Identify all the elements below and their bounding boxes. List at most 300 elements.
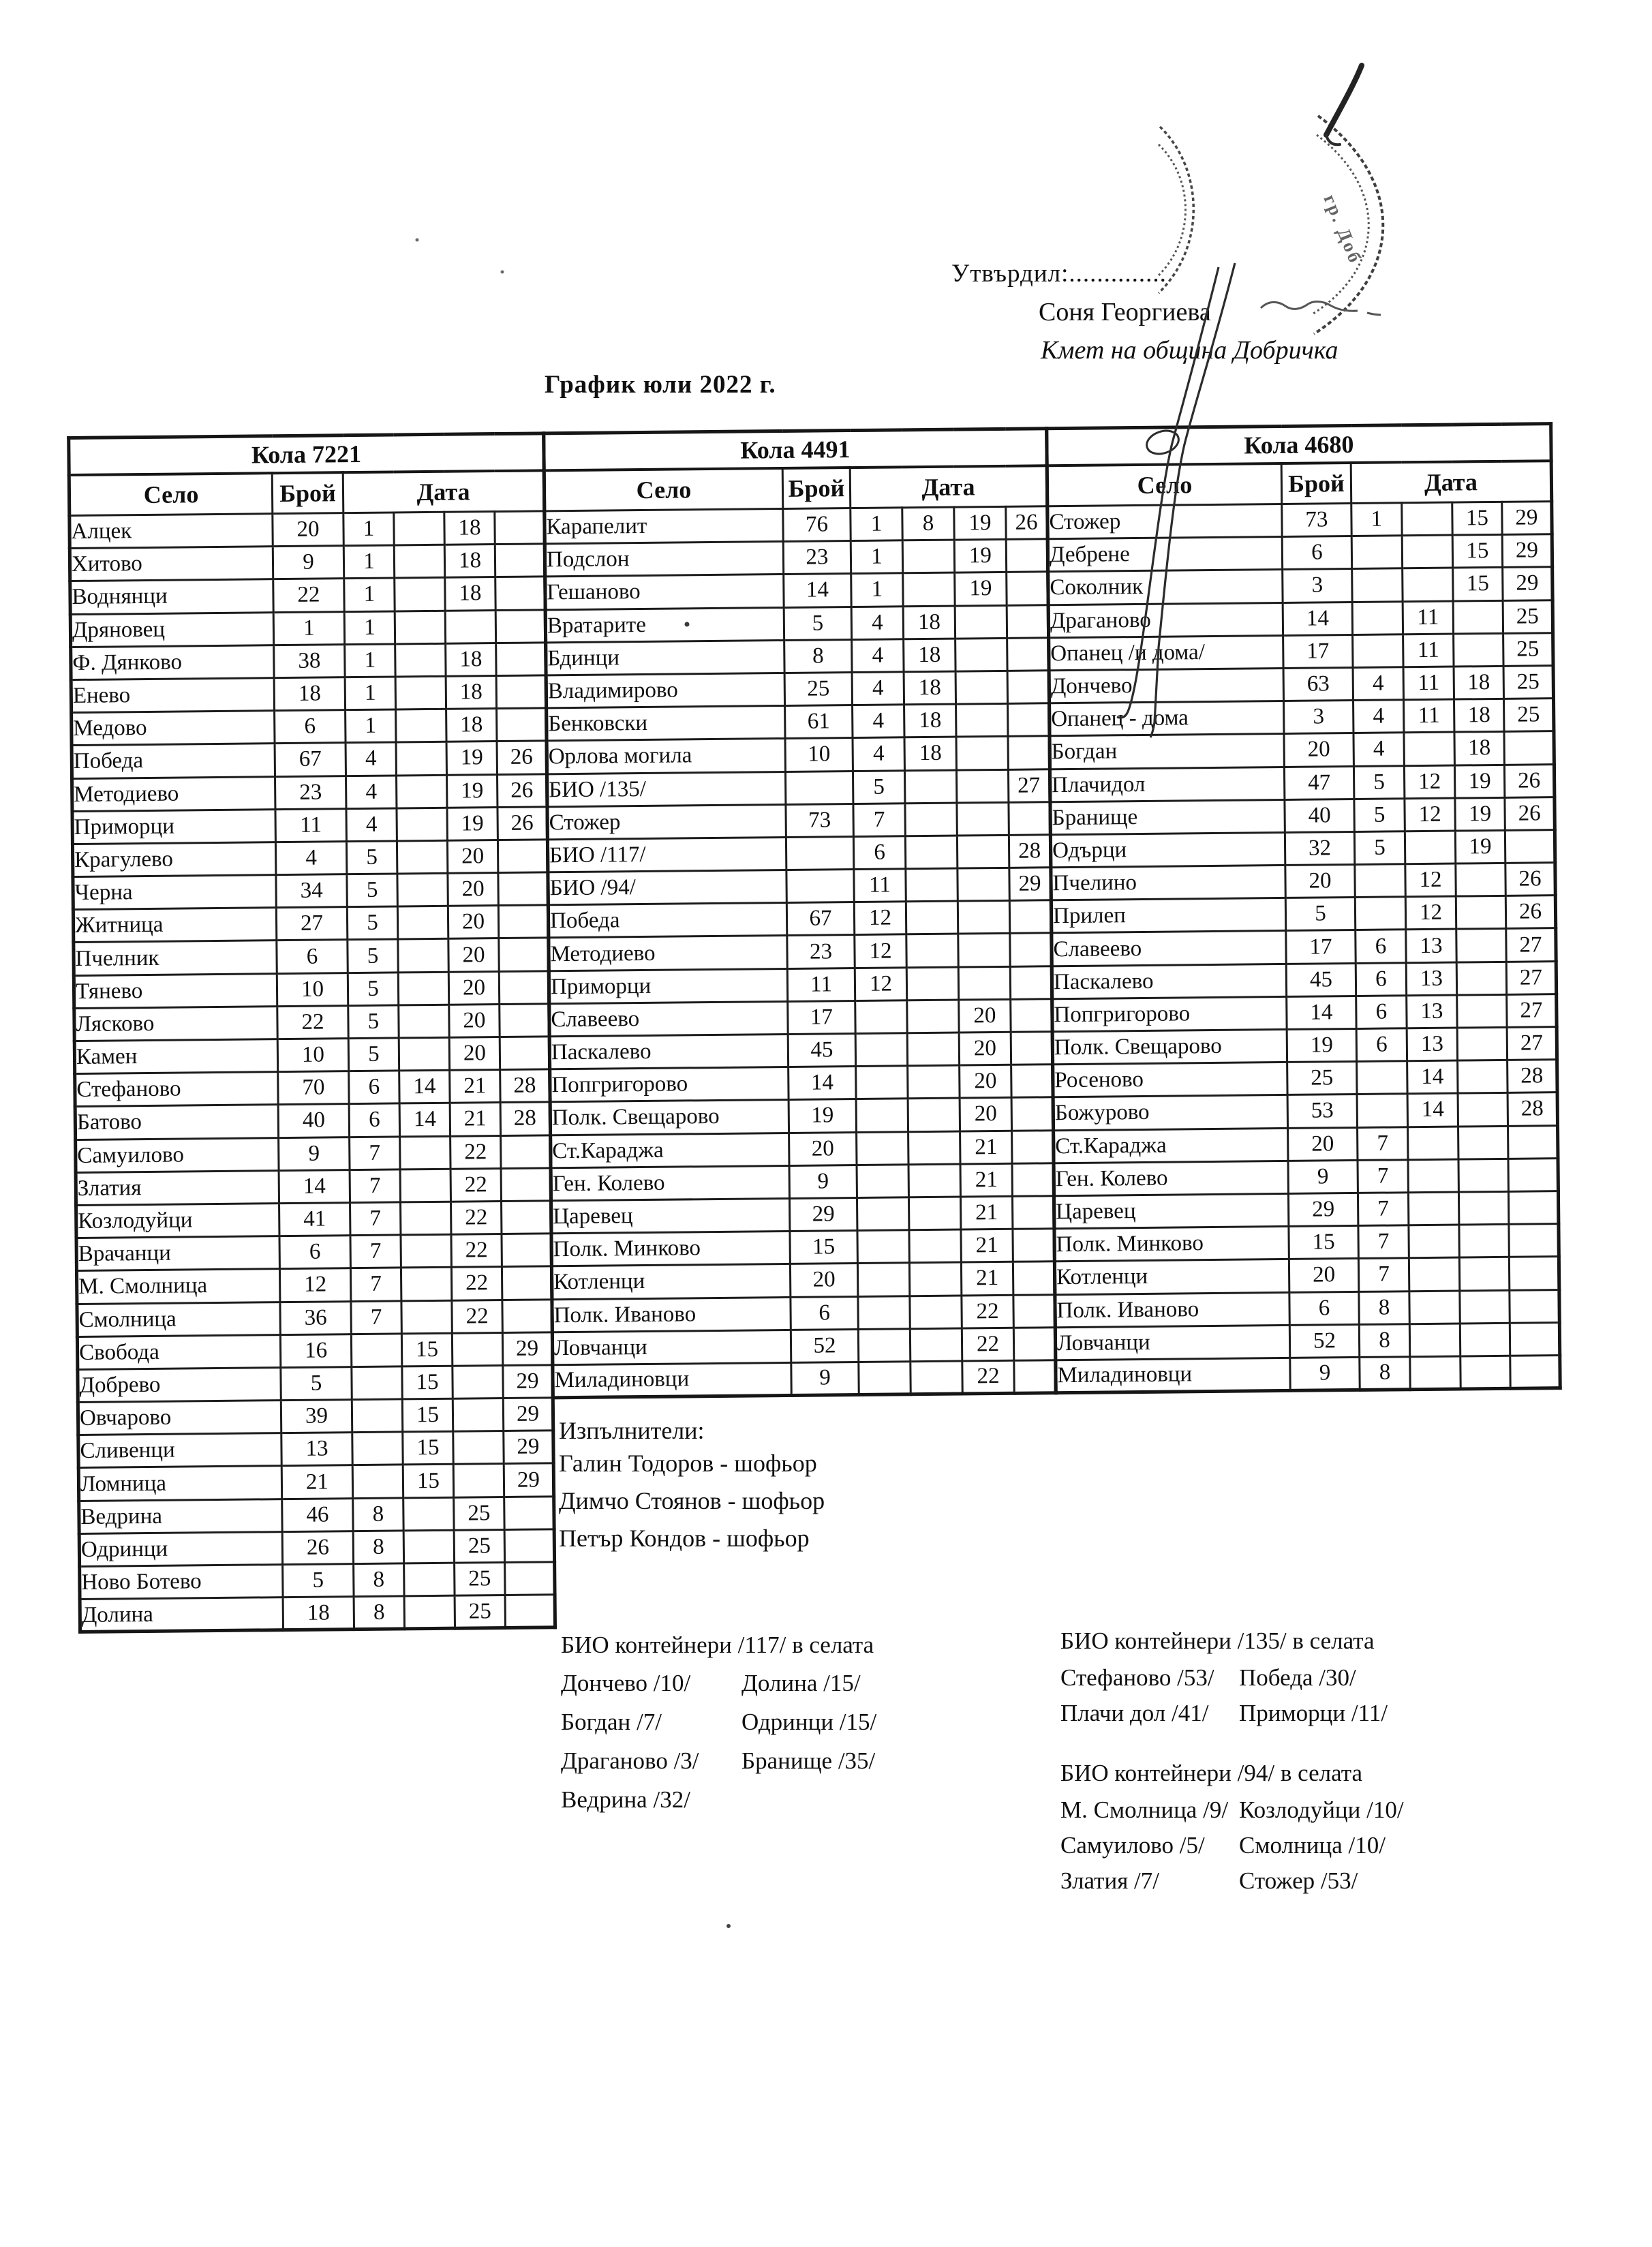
count-cell: 9 [789,1165,857,1198]
date-cell: 29 [503,1398,553,1431]
date-cell: 22 [452,1300,502,1333]
date-cell: 22 [451,1267,502,1300]
village-cell: Методиево [72,776,275,811]
count-cell: 46 [282,1498,353,1531]
schedule-tables [67,422,1563,1629]
executor-item: Галин Тодоров - шофьор [559,1450,817,1477]
date-cell: 26 [1006,506,1047,540]
date-cell: 22 [962,1295,1013,1328]
village-cell: Хитово [70,547,273,581]
village-cell: Божурово [1053,1095,1287,1130]
date-cell [855,1000,907,1034]
date-cell: 15 [1452,502,1502,535]
village-cell: Котленци [551,1264,790,1300]
date-cell [496,675,546,709]
date-cell [504,1496,554,1529]
table-row [72,774,547,811]
date-cell [445,610,495,643]
count-cell: 15 [790,1231,857,1264]
date-cell: 1 [343,545,394,579]
village-cell: БИО /135/ [547,771,785,807]
village-cell: Паскалево [549,1034,788,1069]
date-cell: 20 [448,971,499,1005]
date-cell [957,835,1009,868]
table-row [1051,863,1555,900]
date-cell: 15 [403,1465,453,1498]
village-cell: Козлодуйци [76,1204,279,1238]
date-cell: 4 [346,775,397,808]
village-cell: Ломница [78,1466,281,1501]
executors-heading: Изпълнители: [559,1417,705,1444]
count-cell: 6 [791,1296,858,1330]
date-cell [856,1099,908,1132]
date-cell: 11 [1403,634,1454,667]
count-cell: 67 [786,902,854,936]
count-col-header: Брой [272,472,343,513]
table-row [77,1299,552,1336]
date-cell [956,737,1008,770]
date-cell: 19 [446,742,497,775]
bio-left-column [1060,1797,1239,1903]
date-cell: 6 [349,1103,399,1137]
date-cell: 1 [851,573,903,607]
village-cell: Долина [80,1598,283,1632]
date-cell [955,671,1007,704]
schedule-table-car-7221 [67,431,557,1634]
table-row [74,1037,549,1074]
table-row [550,1065,1053,1102]
date-cell: 7 [1358,1127,1408,1160]
date-cell: 11 [854,869,906,902]
table-row [76,1266,551,1304]
date-cell: 4 [346,742,396,776]
date-cell [857,1131,908,1165]
date-cell: 27 [1507,994,1557,1027]
village-cell: Плачидол [1050,767,1284,801]
date-cell [908,1098,960,1131]
date-cell: 5 [348,1005,399,1039]
village-cell: Медово [72,711,275,746]
village-cell: Ловчанци [552,1330,791,1365]
village-cell: Сливенци [78,1433,281,1468]
date-cell: 15 [1453,568,1503,601]
date-cell [907,1033,959,1066]
date-cell [1460,1290,1510,1324]
table-row [552,1294,1055,1332]
date-cell: 20 [447,840,498,873]
date-cell: 4 [851,606,903,639]
date-cell [1405,831,1455,864]
date-cell [1007,671,1049,704]
table-row [545,506,1047,544]
date-cell: 1 [345,677,395,710]
count-cell: 19 [1287,1028,1356,1062]
date-cell: 7 [350,1170,400,1203]
table-row [1049,666,1553,703]
date-cell [1409,1225,1459,1258]
date-cell: 18 [904,737,956,770]
bio-item: Козлодуйци /10/ [1239,1797,1404,1823]
table-row [1051,896,1555,933]
village-cell: Прилеп [1051,898,1285,933]
count-cell: 1 [273,611,344,645]
bio-left-column [1060,1664,1239,1735]
date-cell: 4 [1353,700,1404,733]
count-cell: 10 [277,973,348,1006]
stamp-arc-right-outer [1314,116,1383,334]
date-cell: 7 [1358,1225,1409,1259]
count-cell [785,771,853,804]
village-cell: Победа [72,744,275,778]
date-cell [1013,1262,1054,1295]
date-cell: 6 [1356,962,1406,996]
date-cell [906,967,958,1000]
date-cell: 19 [954,540,1006,573]
village-cell: Пчелино [1051,866,1285,900]
date-cell: 8 [354,1563,404,1597]
count-cell: 22 [273,579,344,612]
date-cell: 19 [1454,765,1504,798]
date-cell [909,1262,961,1296]
count-cell: 11 [787,968,855,1001]
village-cell: БИО /117/ [547,837,786,872]
date-cell [1409,1257,1459,1291]
count-cell: 20 [1289,1259,1358,1292]
date-cell: 19 [954,506,1006,540]
date-cell: 15 [1452,535,1502,568]
date-cell: 26 [497,741,547,774]
table-row [1052,961,1556,998]
table-row [1054,1257,1559,1294]
bio-item: Стефаново /53/ [1060,1664,1214,1691]
table-row [1047,502,1552,539]
count-cell: 17 [1283,635,1353,668]
table-row [76,1135,551,1172]
table-row [549,999,1052,1037]
village-cell: Пчелник [74,941,277,975]
column-header-row [544,465,1047,511]
count-cell: 14 [1287,996,1356,1029]
village-cell: Опанец - дома [1050,701,1284,736]
village-cell: Одърци [1050,832,1285,867]
date-cell: 20 [959,1032,1011,1065]
table-row [72,741,547,778]
date-cell [1006,539,1047,572]
count-cell: 6 [1289,1291,1359,1325]
date-cell [505,1562,555,1595]
date-cell: 7 [1358,1159,1408,1193]
bio-heading: БИО контейнери /117/ в селата [561,1632,874,1658]
table-row [71,675,546,713]
date-cell: 28 [1508,1060,1557,1093]
date-cell: 12 [1405,798,1455,831]
date-cell: 19 [1455,797,1505,831]
date-cell [1404,732,1454,765]
count-cell: 8 [784,639,852,673]
date-cell [400,1169,450,1202]
table-row [70,511,545,549]
count-cell: 20 [1288,1127,1358,1161]
date-cell [855,1033,907,1067]
table-row [548,868,1051,905]
date-cell: 21 [450,1070,500,1103]
village-cell: Паскалево [1052,964,1286,998]
village-cell: Методиево [549,936,787,971]
date-cell [351,1334,401,1367]
date-cell: 15 [401,1333,452,1366]
date-cell [1457,994,1507,1028]
village-cell: Черна [73,875,276,910]
table-row [78,1365,553,1403]
date-cell [397,808,447,841]
bio-item: Драганово /3/ [561,1747,699,1774]
village-cell: Тянево [74,973,277,1008]
date-cell [1408,1159,1458,1193]
date-cell: 25 [1503,600,1552,633]
date-cell [1357,1061,1407,1095]
count-cell: 45 [788,1034,855,1067]
village-cell: Ген. Колево [551,1165,789,1201]
bio-item: Смолница /10/ [1239,1832,1386,1859]
village-cell: Свобода [77,1334,280,1369]
bio-item: М. Смолница /9/ [1060,1797,1229,1823]
table-row [1050,731,1554,769]
date-cell [1010,933,1052,966]
date-cell [453,1398,503,1432]
village-cell: Славеево [1052,931,1286,966]
village-cell: Богдан [1050,734,1284,769]
date-col-header: Дата [343,470,545,513]
date-cell [498,872,548,906]
table-row [1055,1289,1559,1327]
village-cell: БИО /94/ [548,870,786,906]
table-row [73,872,548,910]
count-cell: 53 [1287,1095,1357,1128]
date-cell: 22 [450,1135,501,1169]
date-cell [399,1005,449,1038]
date-cell: 20 [448,873,498,906]
bio-item: Долина /15/ [741,1670,861,1696]
date-cell [1408,1192,1458,1225]
date-cell [495,609,545,643]
date-cell [905,836,957,869]
date-cell: 5 [853,770,904,804]
count-cell: 52 [1289,1324,1359,1358]
count-cell: 3 [1284,701,1353,734]
date-cell [495,544,545,577]
date-cell [1505,830,1555,863]
count-cell: 6 [275,710,346,744]
date-cell: 5 [1354,831,1405,865]
count-cell: 9 [1288,1160,1358,1193]
village-cell: Камен [74,1039,277,1074]
date-cell: 18 [446,643,496,676]
table-row [77,1332,552,1369]
table-row [547,769,1050,806]
count-cell: 5 [283,1564,354,1598]
date-cell [910,1296,962,1329]
count-col-header: Брой [1281,463,1351,504]
date-cell [1459,1257,1509,1291]
date-cell [1453,600,1503,634]
date-cell [404,1563,455,1596]
count-cell: 40 [278,1104,349,1137]
date-cell: 18 [1454,732,1504,765]
village-col-header: Село [1047,463,1282,506]
date-cell: 28 [500,1069,550,1103]
count-cell: 14 [784,574,851,607]
village-cell: Подслон [545,542,783,577]
date-cell: 12 [855,967,906,1000]
date-cell: 21 [960,1131,1012,1164]
date-cell [906,934,958,968]
table-row [1056,1355,1560,1392]
date-cell: 1 [344,611,395,645]
date-cell: 29 [504,1463,553,1497]
count-cell: 52 [791,1329,858,1362]
count-cell: 9 [279,1137,350,1170]
count-cell: 17 [1286,930,1356,964]
date-cell [398,972,448,1005]
table-row [1053,1060,1557,1097]
count-cell: 40 [1285,799,1354,832]
date-cell [910,1328,962,1362]
village-cell: Гешаново [545,575,784,610]
date-cell [452,1332,502,1366]
date-cell [401,1234,451,1268]
table-row [1050,797,1555,834]
village-cell: Ведрина [79,1499,282,1533]
column-header-row [69,470,545,515]
count-cell: 26 [282,1531,353,1564]
date-cell [352,1399,402,1433]
count-cell: 73 [786,804,853,837]
date-cell [1009,900,1051,934]
date-cell [352,1432,403,1465]
date-cell: 20 [449,1037,500,1071]
date-cell: 22 [962,1360,1014,1394]
date-cell: 6 [1356,996,1407,1029]
date-cell [856,1066,908,1099]
count-cell: 29 [789,1197,857,1231]
date-cell [907,1000,959,1033]
village-cell: Росеново [1053,1063,1287,1097]
table-row [551,1163,1054,1200]
count-cell: 11 [275,808,346,842]
bio-item: Ведрина /32/ [561,1786,690,1813]
date-cell: 21 [961,1262,1013,1296]
date-cell: 18 [904,639,955,672]
count-cell: 70 [278,1071,349,1105]
village-cell: Миладиновци [1056,1358,1290,1392]
date-cell [1351,536,1402,569]
table-row [72,708,547,746]
count-cell: 10 [277,1039,348,1072]
village-cell: Самуилово [76,1137,279,1172]
count-cell: 61 [785,705,853,739]
stamp-arc-right-inner [1311,135,1368,315]
table-row [549,1032,1052,1069]
executor-item: Петър Кондов - шофьор [559,1525,810,1552]
date-cell: 22 [451,1234,502,1268]
date-cell [1012,1130,1054,1163]
date-cell: 6 [853,836,905,870]
executor-item: Димчо Стоянов - шофьор [559,1487,825,1514]
date-cell: 20 [960,1098,1011,1131]
date-cell: 14 [399,1103,450,1137]
date-cell: 22 [962,1328,1013,1361]
date-cell: 6 [1356,1028,1407,1062]
village-cell: Овчарово [78,1401,281,1435]
table-row [550,1097,1053,1135]
date-cell [1402,535,1452,568]
count-cell: 29 [1288,1193,1358,1226]
table-row [548,900,1051,938]
date-cell [403,1530,454,1563]
date-cell [906,901,958,934]
table-row [1055,1322,1559,1360]
date-cell: 5 [348,973,398,1006]
date-cell: 20 [449,1004,500,1037]
date-cell [955,605,1007,639]
date-cell [495,577,545,610]
date-cell [857,1197,908,1231]
village-cell: Ф. Дянково [71,645,274,679]
car-label: Кола 7221 [69,433,545,475]
date-cell [1409,1324,1460,1357]
date-cell: 26 [1505,797,1555,830]
table-row [547,736,1050,774]
date-cell [1014,1360,1056,1394]
date-cell [453,1464,504,1497]
date-cell: 5 [347,906,397,940]
village-cell: Добрево [78,1368,281,1403]
date-cell [496,643,546,676]
scan-speck [416,239,419,242]
count-cell: 20 [273,513,343,547]
signature-flourish [1261,302,1381,315]
date-cell [501,1168,551,1202]
village-cell: Попгригорово [550,1067,789,1103]
count-cell: 20 [790,1264,857,1297]
date-cell [1456,863,1505,896]
date-cell [504,1529,554,1563]
count-cell: 20 [789,1132,857,1165]
date-cell [1353,635,1403,668]
date-cell: 1 [344,578,395,611]
date-col-header: Дата [850,465,1047,508]
date-cell: 22 [450,1168,501,1202]
bio-item: Златия /7/ [1060,1867,1159,1894]
count-cell: 63 [1283,667,1353,701]
date-cell [397,873,448,906]
date-cell: 7 [351,1300,401,1334]
village-cell: Владимирово [546,673,784,708]
date-cell: 4 [853,737,904,771]
date-cell [956,769,1008,803]
date-cell: 4 [853,705,904,738]
count-cell: 41 [279,1203,350,1236]
date-cell: 20 [448,906,498,939]
date-cell [400,1136,450,1170]
date-cell [902,540,954,573]
table-row [545,539,1047,577]
table-row [545,572,1048,609]
table-row [549,933,1052,970]
date-cell: 18 [1454,666,1503,699]
count-cell: 21 [281,1465,352,1499]
count-cell: 6 [1282,536,1351,570]
